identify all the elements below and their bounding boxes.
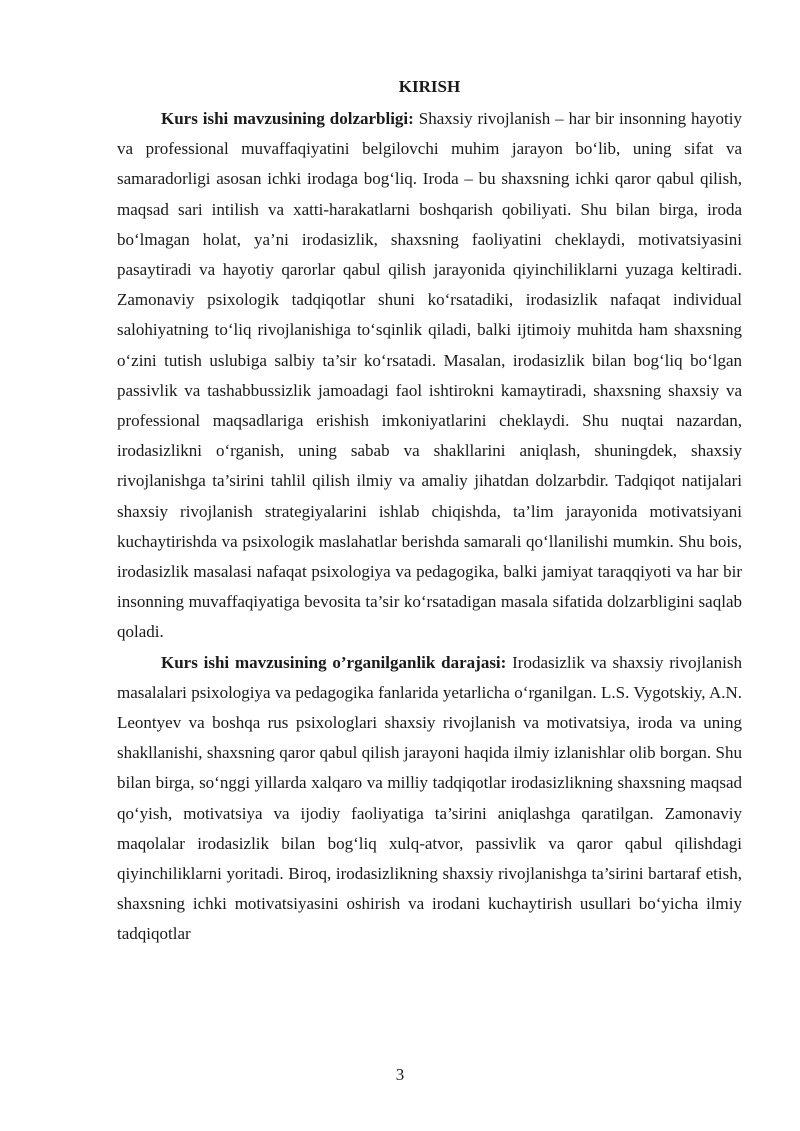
page-number: 3 [395,1065,405,1084]
paragraph-lead: Kurs ishi mavzusining o’rganilganlik darajasi: [161,652,507,672]
paragraph-lead: Kurs ishi mavzusining dolzarbligi: [161,109,414,128]
paragraph-study-level [117,648,742,950]
section-heading: KIRISH [398,77,461,96]
paragraph-body: Irodasizlik va shaxsiy rivojlanish masalalari psixologiya va pedagogika fanlarida yetarlicha o‘rganilgan. L.S. Vygotskiy, A.N. Leontyev va boshqa rus psixologlari shaxsiy rivojlanish va motivatsiya, iroda va uning shakllanishi, shaxsning qaror qabul qilish jarayoni haqida ilmiy izlanishlar olib borgan. Shu bilan birga, so‘nggi yillarda xalqaro va milliy tadqiqotlar irodasizlikning shaxsning maqsad qo‘yish, motivatsiya va ijodiy faoliyatiga ta’sirini aniqlashga qaratilgan. Zamonaviy maqolalar irodasizlik bilan bog‘liq xulq-atvor, passivlik va qaror qabul qilishdagi qiyinchiliklarni yoritadi. Biroq, irodasizlikning shaxsiy rivojlanishga ta’sirini bartaraf etish, shaxsning ichki motivatsiyasini oshirish va irodani kuchaytirish usullari bo‘yicha ilmiy tadqiqotlar [117,652,742,944]
paragraph-relevance [117,104,742,648]
paragraph-body: Shaxsiy rivojlanish – har bir insonning hayotiy va professional muvaffaqiyatini belgilovchi muhim jarayon bo‘lib, uning sifat va samaradorligi asosan ichki irodaga bog‘liq. Iroda – bu shaxsning ichki qaror qabul qilish, maqsad sari intilish va xatti-harakatlarni boshqarish qobiliyati. Shu bilan birga, iroda bo‘lmagan holat, ya’ni irodasizlik, shaxsning faoliyatini cheklaydi, motivatsiyasini pasaytiradi va hayotiy qarorlar qabul qilish jarayonida qiyinchiliklarni yuzaga keltiradi. Zamonaviy psixologik tadqiqotlar shuni ko‘rsatadiki, irodasizlik nafaqat individual salohiyatning to‘liq rivojlanishiga to‘sqinlik qiladi, balki ijtimoiy muhitda ham shaxsning o‘zini tutish uslubiga salbiy ta’sir ko‘rsatadi. Masalan, irodasizlik bilan bog‘liq bo‘lgan passivlik va tashabbussizlik jamoadagi faol ishtirokni kamaytiradi, shaxsning shaxsiy va professional maqsadlariga erishish imkoniyatlarini cheklaydi. Shu nuqtai nazardan, irodasizlikni o‘rganish, uning sabab va shakllarini aniqlash, shuningdek, shaxsiy rivojlanishga ta’sirini tahlil qilish ilmiy va amaliy jihatdan dolzarbdir. Tadqiqot natijalari shaxsiy rivojlanish strategiyalarini ishlab chiqishda, ta’lim jarayonida motivatsiyani kuchaytirishda va psixologik maslahatlar berishda samarali qo‘llanilishi mumkin. Shu bois, irodasizlik masalasi nafaqat psixologiya va pedagogika, balki jamiyat taraqqiyoti va har bir insonning muvaffaqiyatiga bevosita ta’sir ko‘rsatadigan masala sifatida dolzarbligini saqlab qoladi. [117,109,743,642]
document-page [117,75,742,950]
